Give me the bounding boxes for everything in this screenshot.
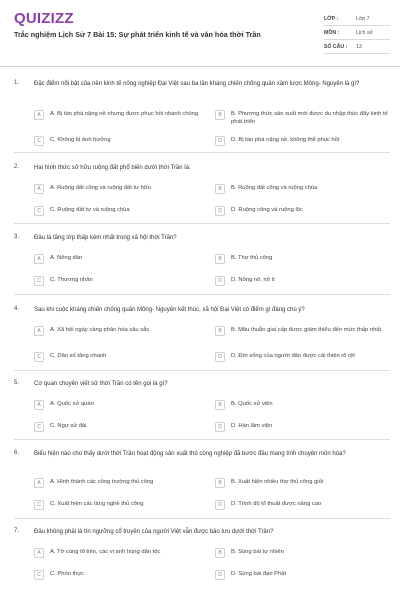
option-letter-box: A [34,478,44,488]
question-number: 5. [14,380,20,386]
option-text: C. Phồn thực [50,571,85,577]
option-letter-box: A [34,400,44,410]
option-c[interactable] [34,276,209,286]
option-text: B. Sùng bái tự nhiên [231,549,284,555]
meta-row-count [324,40,390,54]
option-a[interactable] [34,110,209,120]
option-a[interactable] [34,400,209,410]
option-text: D. Ruộng công và ruộng lộc [231,207,303,213]
option-b[interactable] [215,326,390,336]
question-text: Sau khi cuộc kháng chiến chống quân Mông- Nguyên kết thúc, xã hội Đại Việt có điểm gì đáng chú ý? [34,307,305,313]
option-d[interactable] [215,422,390,432]
question-divider [14,223,390,224]
option-letter-box: B [215,254,225,264]
question-text: Đâu là tầng lớp thấp kém nhất trong xã hội thời Trần? [34,235,177,241]
option-a[interactable] [34,326,209,336]
option-c[interactable] [34,422,209,432]
option-letter-box: B [215,548,225,558]
option-text: A. Bị tàn phá nặng nề nhưng được phục hồi nhanh chóng [50,111,199,117]
question-divider [14,518,390,519]
option-letter-box: B [215,110,225,120]
option-letter-box: A [34,548,44,558]
meta-label: LỚP : [324,15,339,22]
option-text: A. Tờ cúng tổ tiên, các vị anh hùng dân tộc [50,549,161,555]
worksheet-meta [324,12,390,54]
option-b[interactable] [215,110,390,126]
option-letter-box: B [215,326,225,336]
option-letter-box: A [34,184,44,194]
option-text: B. Thợ thủ công [231,255,273,261]
meta-row-class [324,12,390,26]
option-letter-box: D [215,352,225,362]
option-text: C. Xuất hiện các làng nghề thủ công [50,501,144,507]
option-text: D. Hàn lâm viện [231,423,273,429]
option-d[interactable] [215,352,390,362]
option-a[interactable] [34,478,209,488]
option-letter-box: A [34,254,44,264]
option-text: D. Đời sống của người dân được cải thiện rõ rệt [231,353,355,359]
question-divider [14,370,390,371]
option-d[interactable] [215,570,390,580]
option-text: D. Bị tàn phá nặng nề, không thể phục hồi [231,137,340,143]
meta-value: Lịch sử [356,29,374,36]
option-letter-box: C [34,276,44,286]
option-text: C. Không bị ảnh hưởng [50,137,111,143]
question-divider [14,152,390,153]
option-b[interactable] [215,400,390,410]
option-text: D. Trình độ kĩ thuật được nâng cao [231,501,322,507]
quizizz-logo: QUIZIZZ [14,10,74,27]
question-divider [14,439,390,440]
option-c[interactable] [34,500,209,510]
meta-label: SỐ CÂU : [324,43,348,50]
option-letter-box: B [215,184,225,194]
question-number: 6. [14,450,20,456]
option-b[interactable] [215,548,390,558]
option-letter-box: A [34,110,44,120]
option-letter-box: B [215,400,225,410]
option-a[interactable] [34,548,209,558]
question-number: 1. [14,80,20,86]
question-number: 4. [14,306,20,312]
meta-label: MÔN : [324,29,340,36]
option-text: B. Quốc sử viện [231,401,273,407]
option-text: C. Ruộng đất tư và ruộng chùa [50,207,130,213]
meta-row-subject [324,26,390,40]
option-letter-box: D [215,276,225,286]
header-divider [0,66,400,67]
option-letter-box: D [215,570,225,580]
option-letter-box: C [34,500,44,510]
option-text: B. Xuất hiện nhiều thợ thủ công giỏi [231,479,324,485]
option-letter-box: D [215,136,225,146]
option-letter-box: B [215,478,225,488]
option-letter-box: C [34,136,44,146]
question-text: Hai hình thức sở hữu ruộng đất phổ biến dưới thời Trần là: [34,165,191,171]
option-text: C. Ngự sử đài [50,423,87,429]
option-text: A. Quốc sử quán [50,401,94,407]
question-text: Đâu không phải là tín ngưỡng cổ truyền của người Việt vẫn được bảo lưu dưới thời Trần? [34,529,274,535]
meta-value: Lớp 7 [356,15,370,22]
option-a[interactable] [34,184,209,194]
option-letter-box: D [215,206,225,216]
option-a[interactable] [34,254,209,264]
option-letter-box: C [34,570,44,580]
option-text: D. Sùng bái đạo Phật [231,571,287,577]
option-letter-box: A [34,326,44,336]
option-letter-box: D [215,422,225,432]
option-b[interactable] [215,254,390,264]
question-text: Biểu hiện nào cho thấy dưới thời Trần hoạt động sản xuất thủ công nghiệp đã bước đầu mang tính chuyên môn hóa? [34,451,346,457]
question-number: 3. [14,234,20,240]
question-text: Đặc điểm nổi bật của nền kinh tế nông nghiệp Đại Việt sau ba lần kháng chiến chống quân xâm lược Mông- Nguyên là gì? [34,81,360,87]
question-text: Cơ quan chuyên viết sử thời Trần có tên gọi là gì? [34,381,168,387]
meta-value: 13 [356,43,362,50]
option-text: D. Nông nô, nô tì [231,277,275,283]
option-d[interactable] [215,206,390,216]
option-b[interactable] [215,478,390,488]
option-text: A. Ruộng đất công và ruộng đất tư hữu [50,185,151,191]
option-text: C. Thương nhân [50,277,93,283]
option-text: A. Xã hội ngày càng phân hóa sâu sắc [50,327,150,333]
question-number: 7. [14,528,20,534]
option-letter-box: C [34,422,44,432]
option-text: A. Nông dân [50,255,83,261]
worksheet-title: Trắc nghiệm Lịch Sử 7 Bài 15: Sự phát triển kinh tế và văn hóa thời Trần [14,30,261,39]
option-letter-box: C [34,206,44,216]
option-d[interactable] [215,136,390,146]
option-c[interactable] [34,352,209,362]
option-text: B. Phương thức sản xuất mới được du nhập thúc đẩy kinh tế phát triển [231,111,388,125]
question-number: 2. [14,164,20,170]
option-text: B. Ruộng đất công và ruộng chùa [231,185,318,191]
option-text: C. Dân số tăng nhanh [50,353,107,359]
option-b[interactable] [215,184,390,194]
option-letter-box: C [34,352,44,362]
worksheet-header [0,0,400,64]
question-divider [14,294,390,295]
option-c[interactable] [34,570,209,580]
option-d[interactable] [215,500,390,510]
option-letter-box: D [215,500,225,510]
option-d[interactable] [215,276,390,286]
option-c[interactable] [34,136,209,146]
option-text: B. Mâu thuẫn giai cấp được giảm thiểu đến mức thấp nhất [231,327,382,333]
option-c[interactable] [34,206,209,216]
option-text: A. Hình thành các công trường thủ công [50,479,154,485]
